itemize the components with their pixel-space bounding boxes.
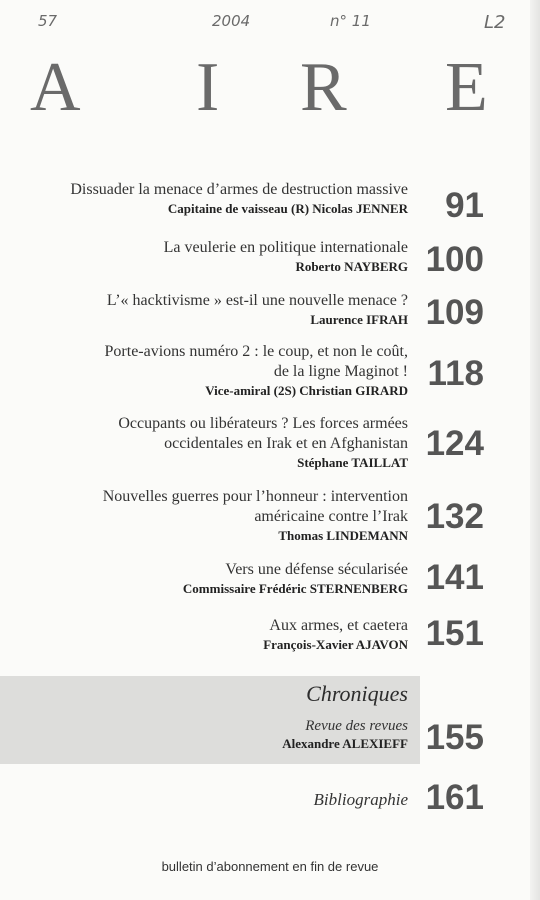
revue-author: Alexandre ALEXIEFF (282, 736, 408, 751)
page-number: 161 (425, 778, 484, 817)
article-author: Stéphane TAILLAT (297, 455, 408, 470)
toc-entry (0, 616, 540, 676)
page-number: 124 (425, 424, 484, 463)
masthead (0, 48, 540, 128)
page-number: 151 (425, 614, 484, 653)
toc-entry (0, 238, 540, 298)
toc-entry (0, 487, 540, 567)
page-number: 155 (425, 718, 484, 757)
masthead-letter: E (445, 49, 488, 126)
article-author: Capitaine de vaisseau (R) Nicolas JENNER (167, 201, 408, 216)
article-title: Dissuader la menace d’armes de destruction massive (70, 181, 408, 198)
article-author: François-Xavier AJAVON (263, 637, 408, 652)
handwritten-note-right: L2 (484, 12, 506, 33)
article-author: Vice-amiral (2S) Christian GIRARD (205, 383, 408, 398)
handwritten-note-left: 57 (38, 12, 58, 30)
article-title-line: américaine contre l’Irak (254, 508, 408, 525)
toc-entry (0, 560, 540, 620)
page-number: 100 (425, 240, 484, 279)
masthead-letter: R (300, 49, 347, 126)
article-title-line: Nouvelles guerres pour l’honneur : intervention (102, 488, 408, 505)
article-title-line: occidentales en Irak et en Afghanistan (164, 435, 408, 452)
masthead-letter: A (30, 49, 81, 126)
article-title: Vers une défense sécularisée (225, 561, 408, 578)
chroniques-heading: Chroniques (306, 681, 408, 706)
page-number: 91 (445, 186, 484, 225)
toc-entry (0, 414, 540, 494)
handwritten-note-year: 2004 (212, 12, 251, 30)
bibliographie-title: Bibliographie (313, 790, 408, 809)
toc-entry-bibliographie (0, 780, 540, 840)
toc-entry (0, 342, 540, 422)
toc-entry (0, 180, 540, 240)
masthead-letter: I (196, 49, 220, 126)
page-number: 109 (425, 293, 484, 332)
page-number: 118 (427, 354, 484, 393)
article-title-line: de la ligne Maginot ! (273, 363, 408, 380)
article-title: Aux armes, et caetera (269, 617, 408, 634)
article-author: Thomas LINDEMANN (278, 528, 408, 543)
page-number: 132 (425, 497, 484, 536)
page-number: 141 (425, 558, 484, 597)
subscription-note: bulletin d’abonnement en fin de revue (161, 859, 379, 874)
revue-title: Revue des revues (305, 718, 408, 734)
article-title: La veulerie en politique internationale (163, 239, 408, 256)
article-title-line: Occupants ou libérateurs ? Les forces armées (118, 415, 408, 432)
toc-entry-revue (0, 718, 540, 778)
article-author: Laurence IFRAH (310, 312, 408, 327)
article-author: Commissaire Frédéric STERNENBERG (182, 581, 408, 596)
handwritten-note-issue: n° 11 (330, 12, 371, 30)
article-author: Roberto NAYBERG (295, 259, 408, 274)
article-title-line: Porte-avions numéro 2 : le coup, et non le coût, (104, 343, 408, 360)
article-title: L’« hacktivisme » est-il une nouvelle menace ? (106, 292, 408, 309)
